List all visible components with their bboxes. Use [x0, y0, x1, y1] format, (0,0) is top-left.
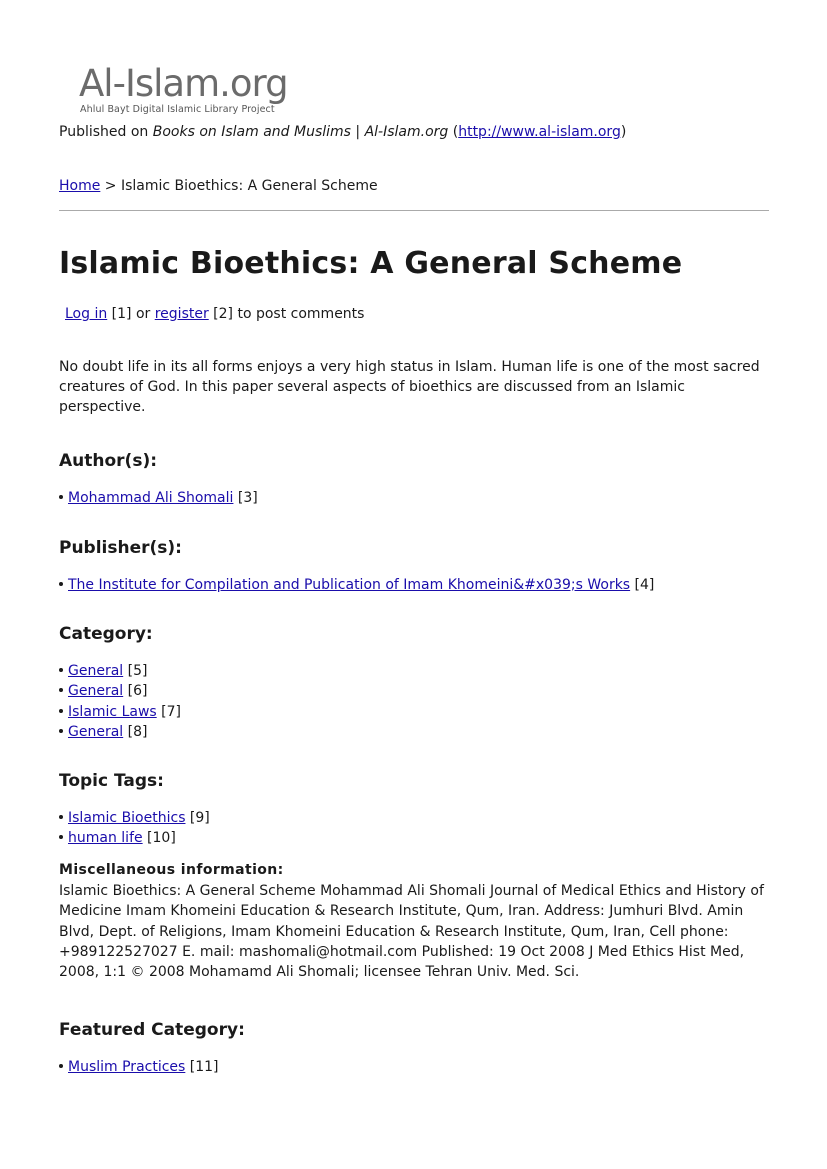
- category-link[interactable]: Islamic Laws: [68, 703, 157, 720]
- bullet-icon: [59, 495, 63, 499]
- bullet-icon: [59, 582, 63, 586]
- logo-text: Al-Islam.org: [79, 62, 288, 105]
- published-close-paren: ): [620, 124, 627, 140]
- ref-number: [9]: [185, 810, 210, 826]
- misc-heading: Miscellaneous information:: [59, 862, 284, 878]
- category-link[interactable]: General: [68, 723, 124, 740]
- ref-number: [11]: [185, 1059, 219, 1075]
- topic-tags-list: [59, 808, 210, 849]
- publisher-link[interactable]: The Institute for Compilation and Publication of Imam Khomeini&#x039;s Works: [68, 577, 631, 593]
- category-link[interactable]: General: [68, 683, 124, 700]
- site-logo[interactable]: [79, 62, 319, 118]
- breadcrumb: [59, 178, 378, 194]
- publishers-list: [59, 575, 654, 595]
- featured-category-heading: Featured Category:: [59, 1020, 245, 1040]
- ref-number: [5]: [123, 663, 148, 679]
- published-open-paren: (: [448, 124, 459, 140]
- bullet-icon: [59, 815, 63, 819]
- page-title: Islamic Bioethics: A General Scheme: [59, 246, 683, 281]
- list-item: [59, 1057, 219, 1077]
- bullet-icon: [59, 1064, 63, 1068]
- breadcrumb-home-link[interactable]: Home: [59, 178, 101, 194]
- ref-number: [6]: [123, 683, 148, 700]
- list-item: [59, 575, 654, 595]
- ref-number: [4]: [630, 577, 655, 593]
- topic-tag-link[interactable]: human life: [68, 830, 143, 847]
- list-item: [59, 488, 258, 508]
- topic-tag-link[interactable]: Islamic Bioethics: [68, 810, 186, 826]
- comment-prompt: [65, 306, 364, 322]
- author-link[interactable]: Mohammad Ali Shomali: [68, 490, 234, 506]
- bullet-icon: [59, 668, 63, 672]
- misc-body: Islamic Bioethics: A General Scheme Mohammad Ali Shomali Journal of Medical Ethics and History of Medicine Imam Khomeini Education & Research Institute, Qum, Iran. Address: Jumhuri Blvd. Amin Blvd, Dept. of Religions, Imam Khomeini Education & Research Institute, Qum, Iran, Cell phone: +989122527027 E. mail: mashomali@hotmail.com Published: 19 Oct 2008 J Med Ethics Hist Med, 2008, 1:1 © 2008 Mohamamd Ali Shomali; licensee Tehran Univ. Med. Sci.: [59, 883, 764, 981]
- list-item: [59, 808, 210, 828]
- category-link[interactable]: General: [68, 663, 124, 679]
- header-divider: [59, 210, 769, 211]
- ref-number: [3]: [233, 490, 258, 506]
- bullet-icon: [59, 835, 63, 839]
- breadcrumb-current: Islamic Bioethics: A General Scheme: [120, 178, 378, 194]
- ref-number: [7]: [156, 703, 181, 720]
- register-link[interactable]: register: [154, 306, 209, 322]
- publishers-heading: Publisher(s):: [59, 538, 182, 558]
- site-url-link[interactable]: http://www.al-islam.org: [458, 124, 621, 140]
- breadcrumb-separator: >: [100, 178, 121, 194]
- published-site-name: Books on Islam and Muslims | Al-Islam.org: [152, 124, 449, 140]
- bullet-icon: [59, 709, 63, 713]
- login-ref: [1] or: [107, 306, 155, 322]
- bullet-icon: [59, 688, 63, 692]
- topic-tags-heading: Topic Tags:: [59, 771, 164, 791]
- register-ref: [2] to post comments: [208, 306, 365, 322]
- category-list: [59, 661, 181, 742]
- authors-heading: Author(s):: [59, 451, 158, 471]
- intro-paragraph: No doubt life in its all forms enjoys a very high status in Islam. Human life is one of the most sacred creatures of God. In this paper several aspects of bioethics are discussed from an Islamic perspective.: [59, 359, 760, 415]
- list-item: [59, 681, 181, 701]
- published-on-line: [59, 124, 626, 140]
- authors-list: [59, 488, 258, 508]
- featured-category-list: [59, 1057, 219, 1077]
- list-item: [59, 661, 181, 681]
- list-item: [59, 702, 181, 722]
- ref-number: [8]: [123, 723, 148, 740]
- bullet-icon: [59, 729, 63, 733]
- list-item: [59, 722, 181, 742]
- list-item: [59, 828, 210, 848]
- featured-category-link[interactable]: Muslim Practices: [68, 1059, 186, 1075]
- published-prefix: Published on: [59, 124, 153, 140]
- logo-tagline: Ahlul Bayt Digital Islamic Library Project: [80, 104, 275, 115]
- category-heading: Category:: [59, 624, 153, 644]
- login-link[interactable]: Log in: [65, 306, 108, 322]
- ref-number: [10]: [142, 830, 176, 847]
